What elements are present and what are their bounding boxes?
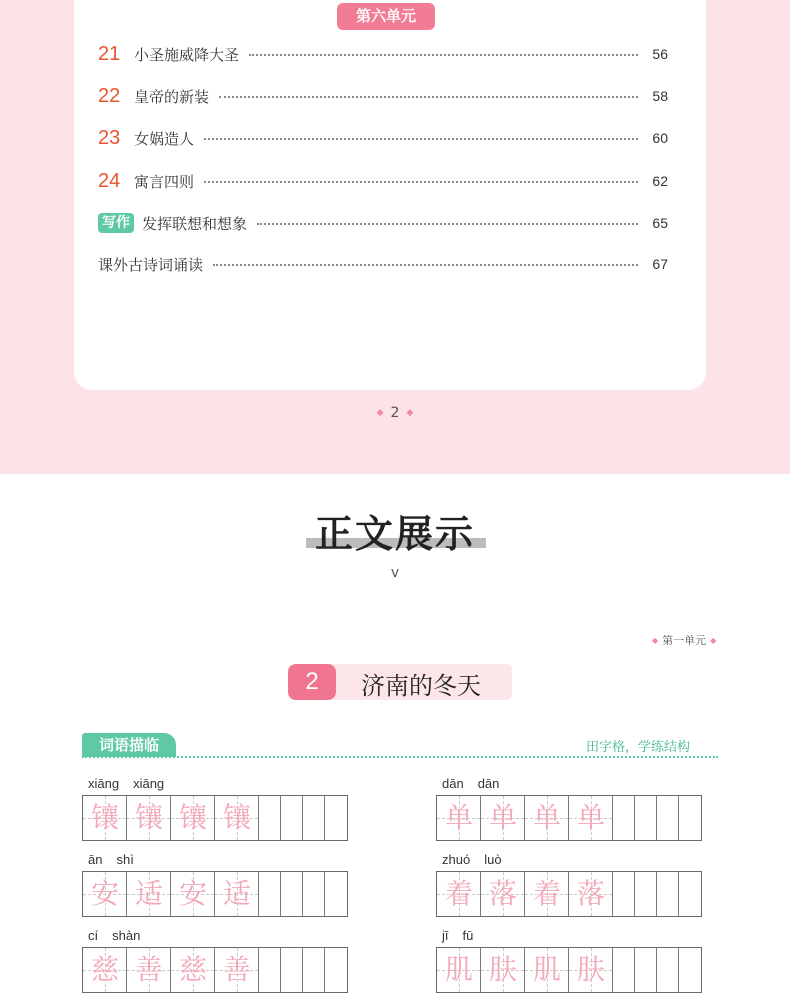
trace-character: 安 [90,877,119,910]
toc-item-writing[interactable] [98,209,668,237]
trace-character: 慈 [90,953,119,986]
tracing-grid[interactable] [436,795,702,841]
writing-cell[interactable] [259,872,281,916]
section-title [0,503,790,558]
trace-character: 单 [532,801,561,834]
trace-character: 镶 [90,801,119,834]
writing-cell[interactable] [679,948,701,992]
unit-label-text: 第一单元 [662,634,707,647]
trace-character: 单 [576,801,605,834]
tracing-cell[interactable] [481,948,525,992]
tracing-cell[interactable] [215,872,259,916]
toc-item-page: 60 [652,130,668,146]
tracing-cell[interactable] [481,796,525,840]
writing-cell[interactable] [657,796,679,840]
writing-cell[interactable] [635,948,657,992]
toc-leader-dots [257,222,638,225]
diamond-icon: ◆ [710,636,717,645]
tracing-grid[interactable] [436,871,702,917]
toc-item-title: 发挥联想和想象 [142,214,248,233]
toc-item-page: 67 [652,256,668,272]
trace-character: 镶 [134,801,163,834]
page-number [365,405,425,421]
toc-item-page: 62 [652,173,668,189]
toc-item-number: 21 [98,42,121,65]
trace-character: 肌 [444,953,473,986]
diamond-icon: ◆ [652,636,659,645]
tracing-cell[interactable] [569,796,613,840]
pinyin-syllable: xiāng [88,776,120,791]
trace-character: 着 [444,877,473,910]
tracing-cell[interactable] [171,948,215,992]
trace-character: 单 [444,801,473,834]
lesson-number: 2 [288,664,336,700]
chevron-down-icon: v [390,565,400,581]
trace-character: 善 [222,953,251,986]
pinyin-syllable: ān [88,852,103,867]
pinyin-syllable: dān [442,776,464,791]
trace-character: 安 [178,877,207,910]
writing-cell[interactable] [613,796,635,840]
vocab-section-tag: 词语描临 [82,733,176,757]
word-pinyin [88,852,148,867]
writing-cell[interactable] [657,872,679,916]
toc-item-number: 22 [98,84,121,107]
writing-cell[interactable] [635,796,657,840]
toc-item-page: 65 [652,215,668,231]
trace-character: 单 [488,801,517,834]
writing-cell[interactable] [259,948,281,992]
pinyin-syllable: zhuó [442,852,471,867]
tracing-cell[interactable] [83,948,127,992]
tracing-grid[interactable] [82,795,348,841]
trace-character: 落 [488,877,517,910]
toc-item[interactable] [98,167,668,195]
tracing-cell[interactable] [171,796,215,840]
tracing-cell[interactable] [437,872,481,916]
page-number-text: 2 [390,405,400,421]
writing-cell[interactable] [657,948,679,992]
toc-leader-dots [204,180,638,183]
unit-badge: 第六单元 [337,3,435,30]
writing-cell[interactable] [303,948,325,992]
tracing-cell[interactable] [127,948,171,992]
pinyin-syllable: shì [116,852,134,867]
word-pinyin [88,928,154,943]
toc-item[interactable] [98,82,668,110]
writing-cell[interactable] [325,872,347,916]
tracing-cell[interactable] [525,796,569,840]
writing-cell[interactable] [281,872,303,916]
toc-item-title: 皇帝的新装 [134,87,210,106]
writing-cell[interactable] [259,796,281,840]
pinyin-syllable: cí [88,928,99,943]
trace-character: 适 [222,877,251,910]
writing-cell[interactable] [635,872,657,916]
toc-item-title: 寓言四则 [134,172,195,191]
tracing-cell[interactable] [215,796,259,840]
lesson-title: 济南的冬天 [361,672,481,700]
tracing-cell[interactable] [525,872,569,916]
tracing-cell[interactable] [437,948,481,992]
toc-leader-dots [219,95,638,98]
tracing-cell[interactable] [569,948,613,992]
vocab-divider [82,756,718,758]
trace-character: 肌 [532,953,561,986]
writing-cell[interactable] [325,796,347,840]
writing-cell[interactable] [281,948,303,992]
toc-item-page: 56 [652,46,668,62]
toc-item-title: 课外古诗词诵读 [98,255,204,274]
toc-leader-dots [249,53,638,56]
toc-leader-dots [213,263,638,266]
tracing-cell[interactable] [83,796,127,840]
writing-cell[interactable] [325,948,347,992]
tracing-cell[interactable] [83,872,127,916]
writing-cell[interactable] [613,948,635,992]
trace-character: 适 [134,877,163,910]
trace-character: 镶 [222,801,251,834]
toc-item[interactable] [98,124,668,152]
word-pinyin [442,852,516,867]
trace-character: 着 [532,877,561,910]
toc-item-title: 女娲造人 [134,129,195,148]
unit-label [648,632,720,648]
pinyin-syllable: luò [484,852,502,867]
tracing-cell[interactable] [127,796,171,840]
word-pinyin [88,776,178,791]
toc-item[interactable] [98,40,668,68]
toc-item-title: 小圣施威降大圣 [134,45,240,64]
trace-character: 肤 [576,953,605,986]
tracing-grid[interactable] [436,947,702,993]
tracing-cell[interactable] [525,948,569,992]
trace-character: 善 [134,953,163,986]
tracing-cell[interactable] [127,872,171,916]
pinyin-syllable: fū [462,928,474,943]
trace-character: 镶 [178,801,207,834]
pinyin-syllable: dān [477,776,500,791]
writing-tag: 写作 [98,213,134,233]
toc-leader-dots [204,137,638,140]
trace-character: 慈 [178,953,207,986]
word-pinyin [442,776,513,791]
writing-cell[interactable] [303,796,325,840]
pinyin-syllable: shàn [112,928,141,943]
vocab-hint: 田字格，学练结构 [586,740,691,755]
trace-character: 落 [576,877,605,910]
toc-item-page: 58 [652,88,668,104]
tracing-cell[interactable] [171,872,215,916]
section-title-text: 正文展示 [314,512,475,556]
writing-cell[interactable] [679,796,701,840]
word-pinyin [442,928,487,943]
writing-cell[interactable] [303,872,325,916]
tracing-grid[interactable] [82,947,348,993]
tracing-cell[interactable] [569,872,613,916]
writing-cell[interactable] [281,796,303,840]
diamond-icon: ◆ [376,408,384,418]
tracing-cell[interactable] [481,872,525,916]
trace-character: 肤 [488,953,517,986]
toc-item-number: 23 [98,126,121,149]
writing-cell[interactable] [613,872,635,916]
tracing-cell[interactable] [215,948,259,992]
writing-cell[interactable] [679,872,701,916]
diamond-icon: ◆ [406,408,414,418]
tracing-grid[interactable] [82,871,348,917]
toc-item-number: 24 [98,169,121,192]
pinyin-syllable: xiāng [133,776,165,791]
tracing-cell[interactable] [437,796,481,840]
pinyin-syllable: jī [442,928,449,943]
toc-item-extra[interactable] [98,250,668,278]
